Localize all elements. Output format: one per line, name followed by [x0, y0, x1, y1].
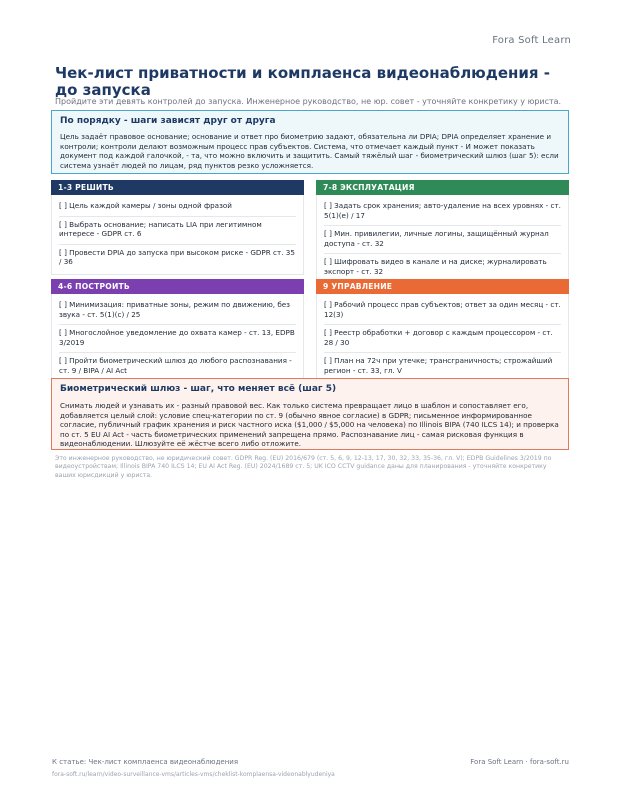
section-operate	[316, 180, 569, 285]
checklist-item: [ ] Многослойное уведомление до охвата камер - ст. 13, EDPB 3/2019	[59, 325, 296, 353]
section-build-list	[51, 294, 304, 384]
footer-brand: Fora Soft Learn · fora-soft.ru	[470, 758, 569, 766]
section-manage	[316, 279, 569, 384]
section-build-heading: 4-6 ПОСТРОИТЬ	[51, 279, 304, 294]
order-callout	[51, 110, 569, 174]
brand-label: Fora Soft Learn	[492, 35, 571, 46]
legal-disclaimer: Это инженерное руководство, не юридический совет. GDPR Reg. (EU) 2016/679 (ст. 5, 6, 9, 12-13, 17, 30, 32, 33, 35-36, гл. V); EDPB Guidelines 3/2019 по видеоустройствам; Illinois BIPA 740 ILCS 14; EU AI Act Reg. (EU) 2024/1689 ст. 5; UK ICO CCTV guidance даны для планирования - уточняйте конкретику ваших юрисдикций у юриста.	[55, 455, 552, 479]
section-decide-list	[51, 195, 304, 275]
biometric-gate-callout	[51, 378, 569, 450]
checklist-item: [ ] План на 72ч при утечке; трансграничность; строжайший регион - ст. 33, гл. V	[324, 356, 553, 375]
biometric-gate-text: Снимать людей и узнавать их - разный правовой вес. Как только система превращает лицо в шаблон и сопоставляет его, добавляется целый слой: условие спец-категории по ст. 9 (обычно явное согласие) в GDPR; письменное информированное согласие, публичный график хранения и риск частного иска ($1,000 / $5,000 на человека) по Illinois BIPA (740 ILCS 14); и проверка по ст. 5 EU AI Act - часть биометрических применений запрещена прямо. Распознавание лиц - самая рисковая функция в видеонаблюдении. Шлюзуйте её жёстче всего либо отложите.	[60, 401, 559, 449]
footer-url[interactable]: fora-soft.ru/learn/video-surveillance-vms/articles-vms/cheklist-komplaensa-videonablyudeniya	[52, 771, 335, 778]
page-title: Чек-лист приватности и комплаенса видеонаблюдения - до запуска	[55, 64, 550, 99]
section-decide-heading: 1-3 РЕШИТЬ	[51, 180, 304, 195]
section-manage-list	[316, 294, 569, 384]
section-build	[51, 279, 304, 384]
biometric-gate-heading: Биометрический шлюз - шаг, что меняет всё (шаг 5)	[60, 384, 337, 394]
order-callout-text: Цель задаёт правовое основание; основание и ответ про биометрию задают, обязательна ли DPIA; DPIA определяет хранение и контроли; контроли делают возможным процесс прав субъектов. Система, что отмечает каждый пункт - И может показать документ под каждой галочкой, - та, что можно включить и защитить. Самый тяжёлый шаг - биометрический шлюз (шаг 5): если система узнаёт людей по лицам, ряд пунктов резко усложняется.	[60, 132, 559, 170]
checklist-item: [ ] Выбрать основание; написать LIA при легитимном интересе - GDPR ст. 6	[59, 217, 296, 245]
page-subtitle: Пройдите эти девять контролей до запуска. Инженерное руководство, не юр. совет - уточняйте конкретику у юриста.	[55, 97, 562, 106]
checklist-item: [ ] Шифровать видео в канале и на диске; журналировать экспорт - ст. 32	[324, 257, 547, 276]
article-link[interactable]: К статье: Чек-лист комплаенса видеонаблюдения	[52, 758, 239, 766]
section-operate-list	[316, 195, 569, 285]
checklist-item: [ ] Реестр обработки + договор с каждым процессором - ст. 28 / 30	[324, 325, 561, 353]
section-operate-heading: 7-8 ЭКСПЛУАТАЦИЯ	[316, 180, 569, 195]
checklist-item: [ ] Цель каждой камеры / зоны одной фразой	[59, 198, 296, 217]
checklist-item: [ ] Провести DPIA до запуска при высоком риске - GDPR ст. 35 / 36	[59, 247, 295, 267]
checklist-item: [ ] Рабочий процесс прав субъектов; ответ за один месяц - ст. 12(3)	[324, 297, 561, 325]
section-decide	[51, 180, 304, 275]
checklist-item: [ ] Пройти биометрический шлюз до любого распознавания - ст. 9 / BIPA / AI Act	[59, 356, 292, 375]
checklist-item: [ ] Минимизация: приватные зоны, режим по движению, без звука - ст. 5(1)(c) / 25	[59, 297, 296, 325]
order-callout-heading: По порядку - шаги зависят друг от друга	[60, 116, 276, 126]
section-manage-heading: 9 УПРАВЛЕНИЕ	[316, 279, 569, 294]
checklist-item: [ ] Задать срок хранения; авто-удаление на всех уровнях - ст. 5(1)(e) / 17	[324, 198, 561, 226]
checklist-item: [ ] Мин. привилегии, личные логины, защищённый журнал доступа - ст. 32	[324, 226, 561, 254]
